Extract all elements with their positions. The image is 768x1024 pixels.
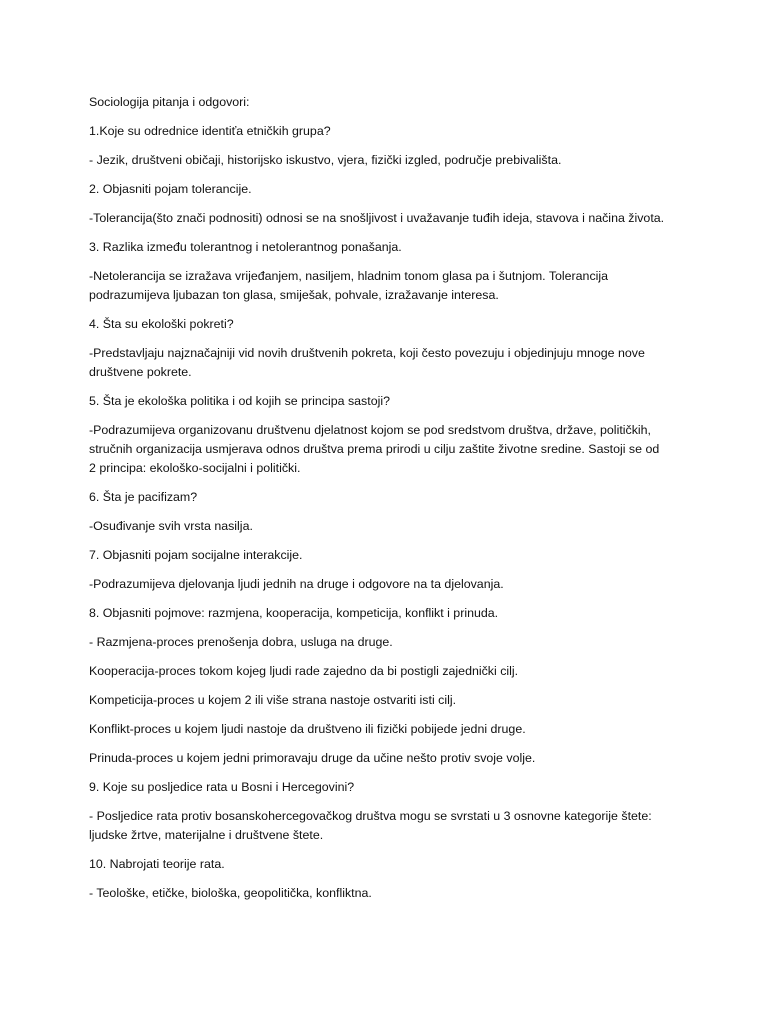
answer-8-kompeticija: Kompeticija-proces u kojem 2 ili više strana nastoje ostvariti isti cilj.	[89, 693, 457, 707]
question-8: 8. Objasniti pojmove: razmjena, kooperacija, kompeticija, konflikt i prinuda.	[89, 606, 499, 620]
answer-6: -Osuđivanje svih vrsta nasilja.	[89, 519, 253, 533]
question-6: 6. Šta je pacifizam?	[89, 490, 198, 504]
answer-5: -Podrazumijeva organizovanu društvenu djelatnost kojom se pod sredstvom društva, države, političkih, stručnih organizacija usmjerava odnos društva prema prirodi u cilju zaštite životne sredine. Sastoji se od 2 principa: ekološko-socijalni i politički.	[89, 423, 660, 475]
answer-8-razmjena: - Razmjena-proces prenošenja dobra, usluga na druge.	[89, 635, 393, 649]
question-7: 7. Objasniti pojam socijalne interakcije.	[89, 548, 303, 562]
document-title: Sociologija pitanja i odgovori:	[89, 95, 250, 109]
answer-4: -Predstavljaju najznačajniji vid novih društvenih pokreta, koji često povezuju i objedinjuju mnoge nove društvene pokrete.	[89, 346, 645, 379]
answer-1: - Jezik, društveni običaji, historijsko iskustvo, vjera, fizički izgled, područje prebivališta.	[89, 153, 562, 167]
answer-9: - Posljedice rata protiv bosanskohercegovačkog društva mogu se svrstati u 3 osnovne kategorije štete: ljudske žrtve, materijalne i društvene štete.	[89, 809, 652, 842]
question-4: 4. Šta su ekološki pokreti?	[89, 317, 234, 331]
answer-8-prinuda: Prinuda-proces u kojem jedni primoravaju druge da učine nešto protiv svoje volje.	[89, 751, 536, 765]
question-9: 9. Koje su posljedice rata u Bosni i Hercegovini?	[89, 780, 355, 794]
question-1: 1.Koje su odrednice identiťa etničkih grupa?	[89, 124, 331, 138]
answer-10: - Teološke, etičke, biološka, geopolitička, konfliktna.	[89, 886, 372, 900]
answer-7: -Podrazumijeva djelovanja ljudi jednih na druge i odgovore na ta djelovanja.	[89, 577, 504, 591]
question-5: 5. Šta je ekološka politika i od kojih se principa sastoji?	[89, 394, 390, 408]
question-2: 2. Objasniti pojam tolerancije.	[89, 182, 252, 196]
question-3: 3. Razlika između tolerantnog i netolerantnog ponašanja.	[89, 240, 402, 254]
answer-8-konflikt: Konflikt-proces u kojem ljudi nastoje da društveno ili fizički pobijede jedni druge.	[89, 722, 526, 736]
answer-2: -Tolerancija(što znači podnositi) odnosi se na snošljivost i uvažavanje tuđih ideja, stavova i načina života.	[89, 211, 665, 225]
answer-8-kooperacija: Kooperacija-proces tokom kojeg ljudi rade zajedno da bi postigli zajednički cilj.	[89, 664, 519, 678]
document-content	[89, 93, 689, 913]
question-10: 10. Nabrojati teorije rata.	[89, 857, 225, 871]
answer-3: -Netolerancija se izražava vrijeđanjem, nasiljem, hladnim tonom glasa pa i šutnjom. Tolerancija podrazumijeva ljubazan ton glasa, smiješak, pohvale, izražavanje interesa.	[89, 269, 609, 302]
